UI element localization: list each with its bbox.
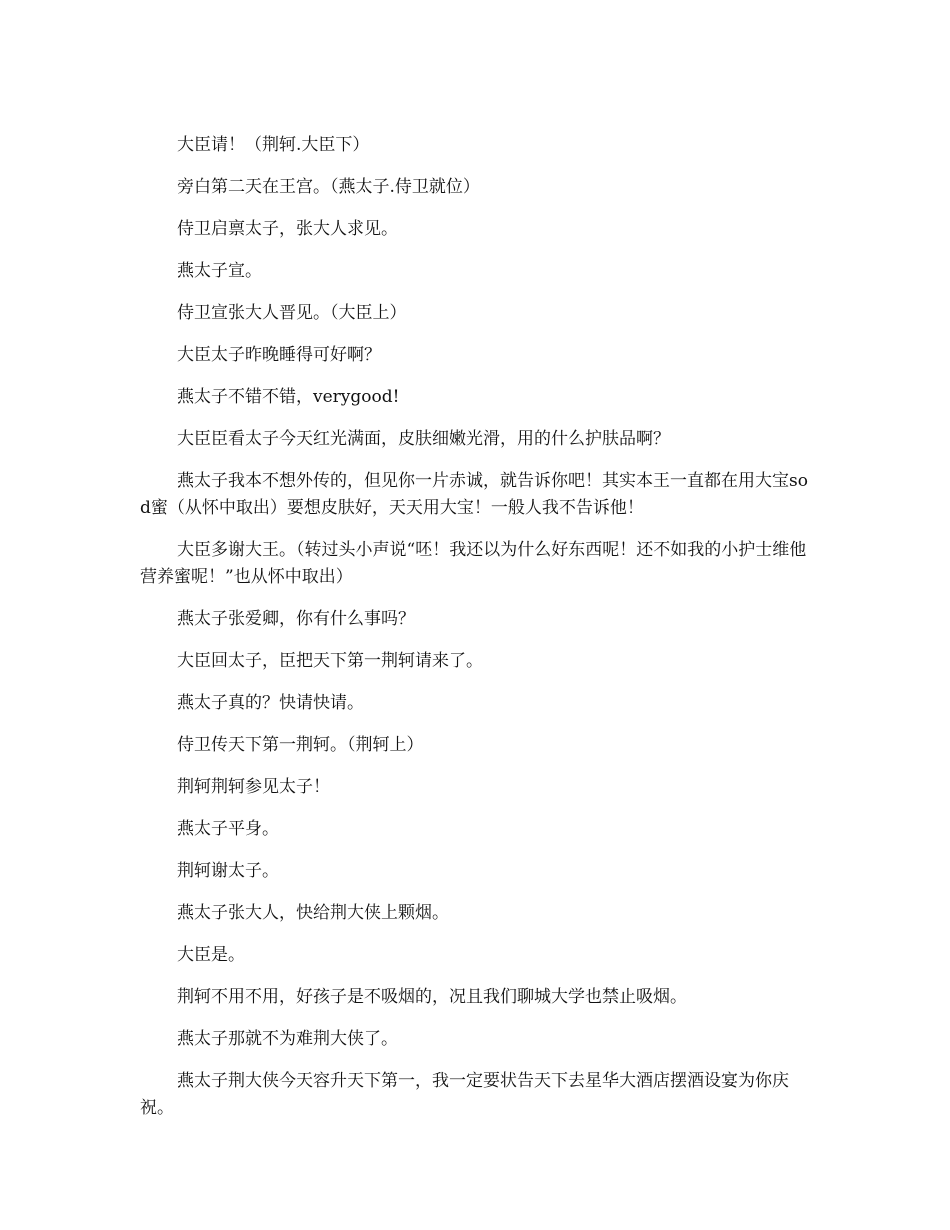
paragraph-14: 侍卫传天下第一荆轲。（荆轲上） (177, 735, 424, 755)
paragraph-21: 燕太子那就不为难荆大侠了。 (177, 1029, 398, 1049)
paragraph-22: 燕太子荆大侠今天容升天下第一，我一定要状告天下去星华大酒店摆酒设宴为你庆祝。 (140, 1071, 789, 1118)
script-text-body (140, 132, 816, 1137)
paragraph-8: 大臣臣看太子今天红光满面，皮肤细嫩光滑，用的什么护肤品啊？ (177, 429, 670, 449)
paragraph-6: 大臣太子昨晚睡得可好啊？ (177, 345, 381, 365)
paragraph-17: 荆轲谢太子。 (177, 861, 279, 881)
paragraph-5: 侍卫宣张大人晋见。（大臣上） (177, 303, 407, 323)
paragraph-20: 荆轲不用不用，好孩子是不吸烟的，况且我们聊城大学也禁止吸烟。 (177, 987, 687, 1007)
paragraph-16: 燕太子平身。 (177, 819, 279, 839)
paragraph-7: 燕太子不错不错，verygood! (177, 387, 400, 407)
paragraph-4: 燕太子宣。 (177, 261, 262, 281)
paragraph-15: 荆轲荆轲参见太子！ (177, 777, 330, 797)
paragraph-2: 旁白第二天在王宫。（燕太子.侍卫就位） (177, 177, 480, 197)
paragraph-3: 侍卫启禀太子，张大人求见。 (177, 219, 398, 239)
paragraph-11: 燕太子张爱卿，你有什么事吗？ (177, 609, 415, 629)
paragraph-1: 大臣请！（荆轲.大臣下） (177, 135, 370, 155)
paragraph-9: 燕太子我本不想外传的，但见你一片赤诚，就告诉你吧！其实本王一直都在用大宝sod蜜（从怀中取出）要想皮肤好，天天用大宝！一般人我不告诉他！ (140, 471, 808, 518)
paragraph-10: 大臣多谢大王。（转过头小声说“呸！我还以为什么好东西呢！还不如我的小护士维他营养蜜呢！”也从怀中取出） (140, 540, 807, 587)
paragraph-12: 大臣回太子，臣把天下第一荆轲请来了。 (177, 651, 483, 671)
paragraph-18: 燕太子张大人，快给荆大侠上颗烟。 (177, 903, 449, 923)
paragraph-19: 大臣是。 (177, 945, 245, 965)
paragraph-13: 燕太子真的？快请快请。 (177, 693, 364, 713)
